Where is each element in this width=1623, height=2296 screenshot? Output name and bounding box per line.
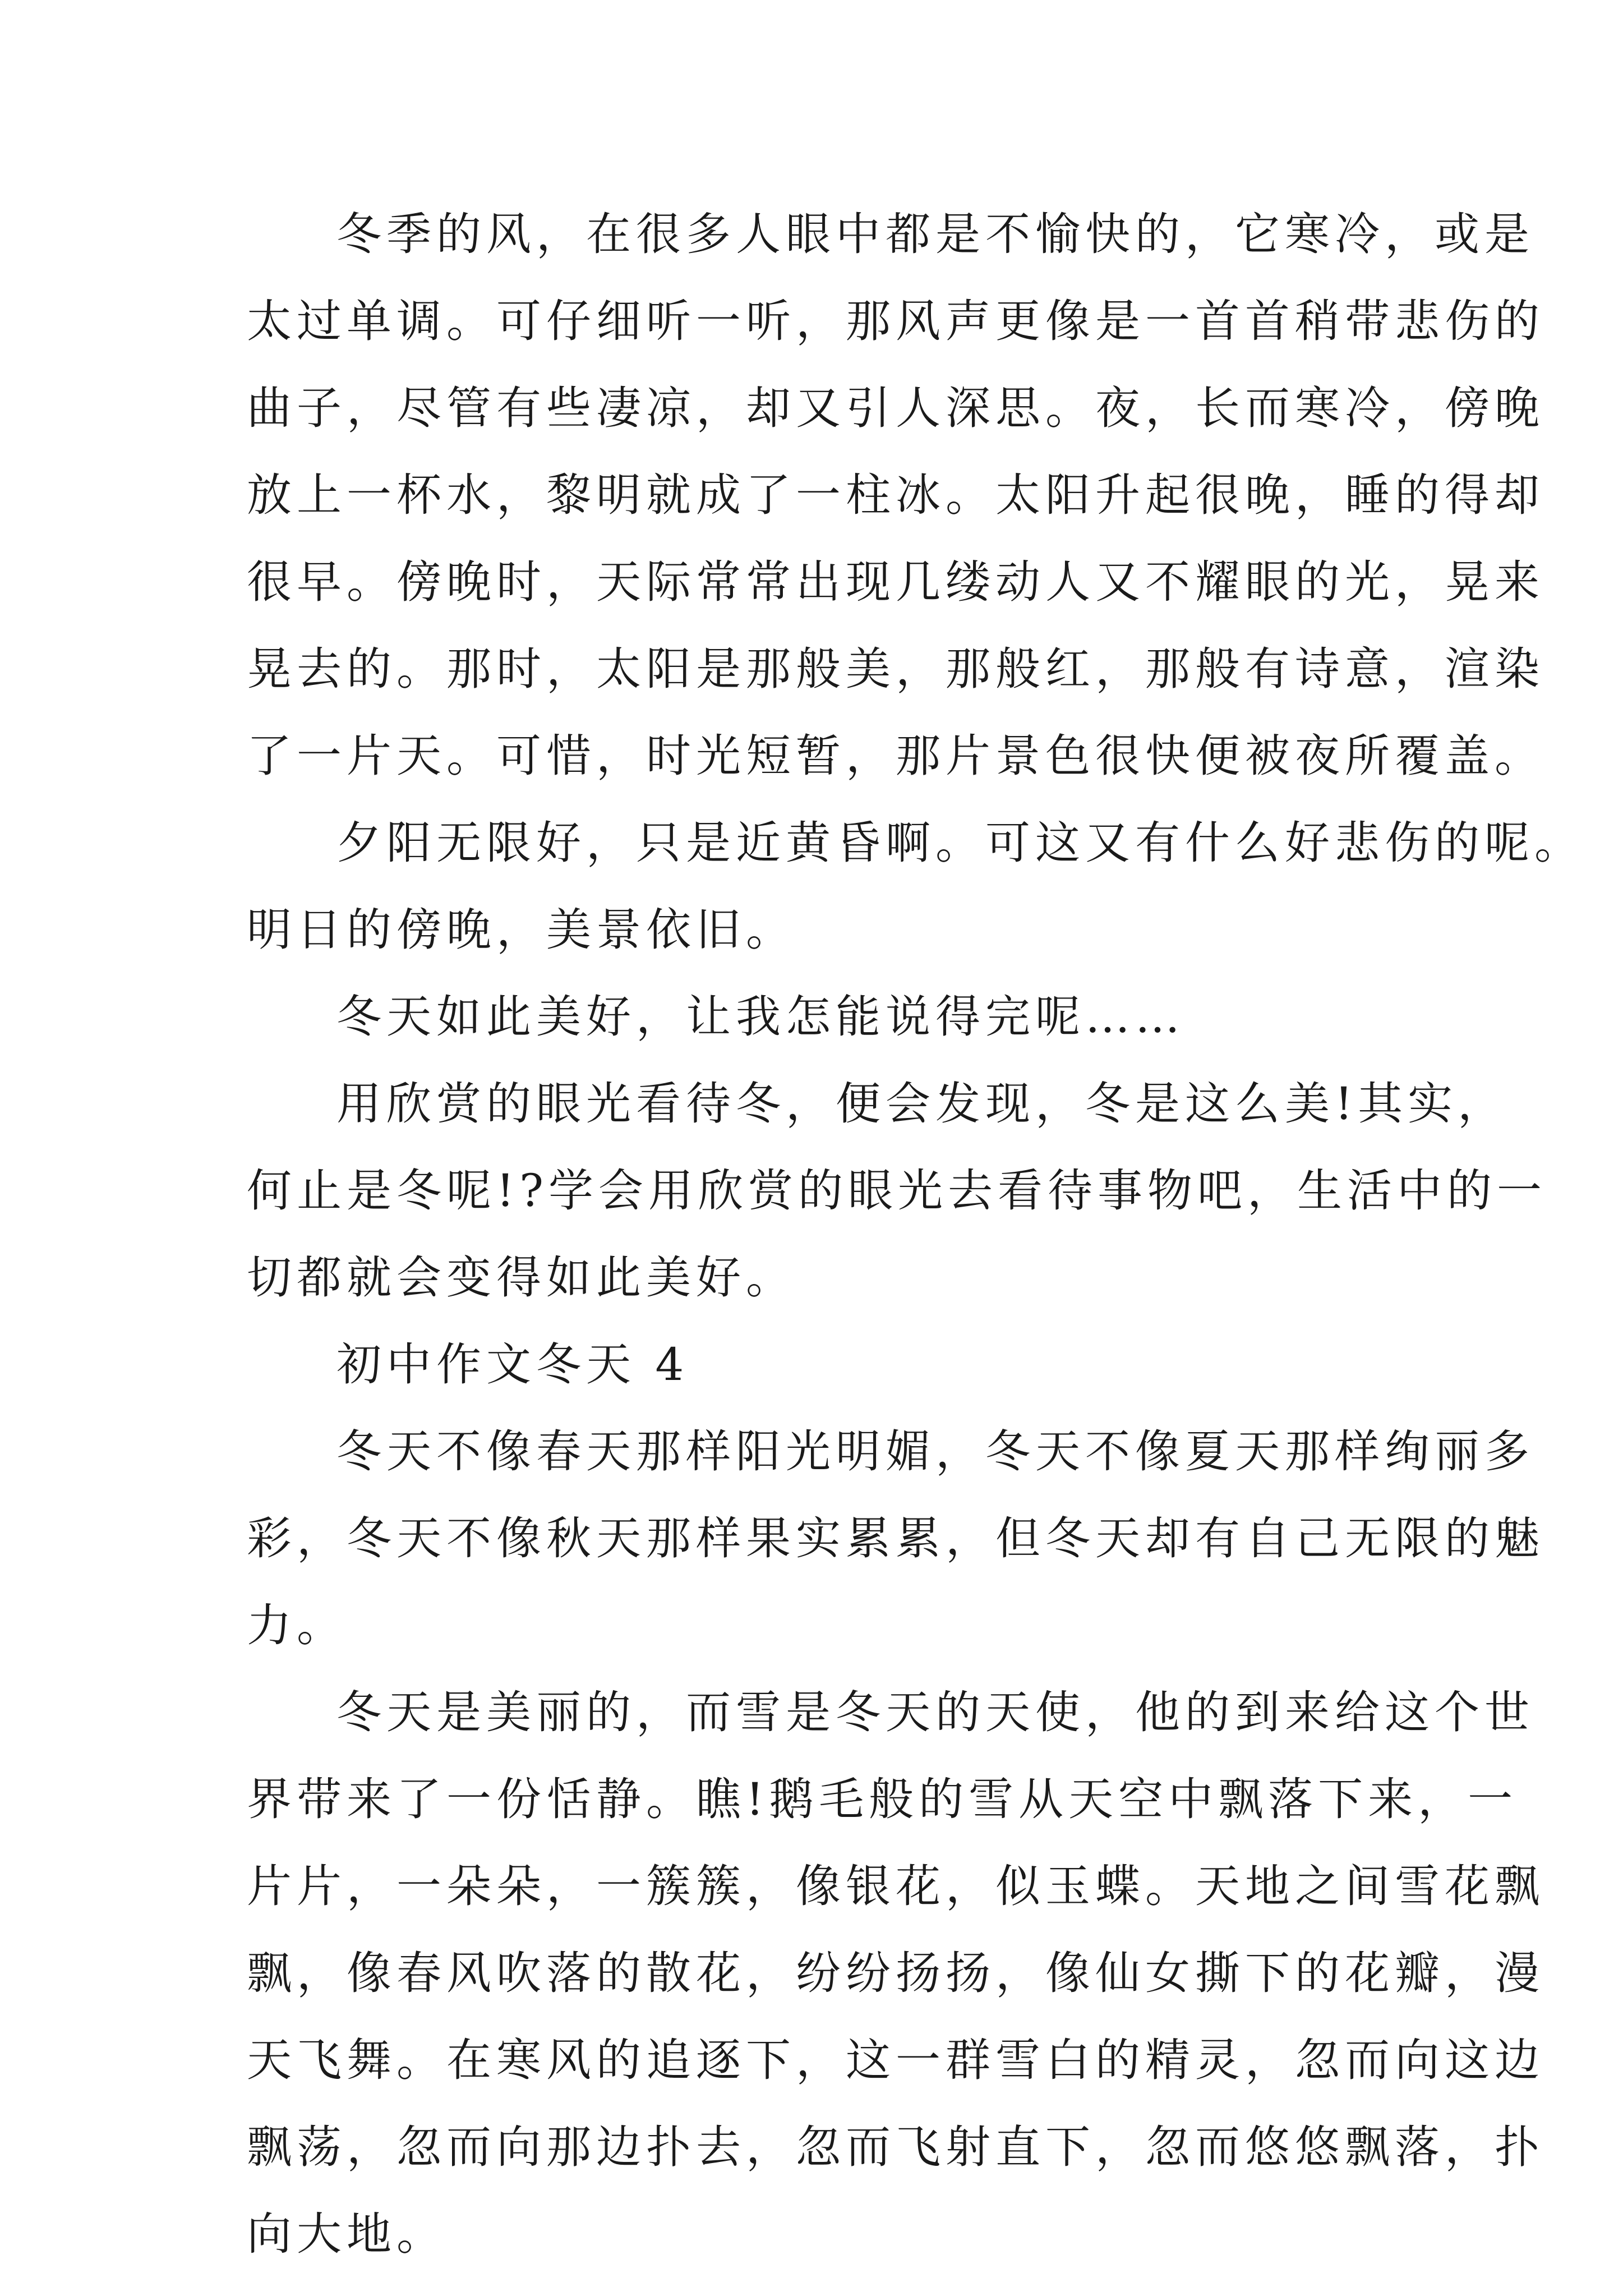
text-line: 冬天不像春天那样阳光明媚，冬天不像夏天那样绚丽多 — [336, 1425, 1534, 1478]
text-line: 界带来了一份恬静。瞧!鹅毛般的雪从天空中飘落下来，一 — [247, 1773, 1518, 1825]
text-line: 放上一杯水，黎明就成了一柱冰。太阳升起很晚，睡的得却 — [247, 469, 1544, 521]
text-line: 曲子，尽管有些凄凉，却又引人深思。夜，长而寒冷，傍晚 — [247, 382, 1544, 434]
text-line: 冬天是美丽的，而雪是冬天的天使，他的到来给这个世 — [336, 1686, 1534, 1738]
text-line: 飘，像春风吹落的散花，纷纷扬扬，像仙女撕下的花瓣，漫 — [247, 1947, 1544, 1999]
document-body — [247, 191, 1584, 2277]
text-line: 初中作文冬天 4 — [336, 1338, 689, 1391]
text-line: 用欣赏的眼光看待冬，便会发现，冬是这么美!其实， — [336, 1078, 1508, 1130]
text-line: 冬天如此美好，让我怎能说得完呢…… — [336, 991, 1185, 1043]
text-line: 了一片天。可惜，时光短暂，那片景色很快便被夜所覆盖。 — [247, 730, 1544, 782]
text-line: 夕阳无限好，只是近黄昏啊。可这又有什么好悲伤的呢。 — [336, 817, 1584, 869]
text-line: 彩，冬天不像秋天那样果实累累，但冬天却有自己无限的魅 — [247, 1512, 1544, 1565]
text-line: 向大地。 — [247, 2208, 446, 2260]
text-line: 太过单调。可仔细听一听，那风声更像是一首首稍带悲伤的 — [247, 295, 1544, 347]
text-line: 力。 — [247, 1599, 347, 1651]
text-line: 冬季的风，在很多人眼中都是不愉快的，它寒冷，或是 — [336, 208, 1534, 260]
text-line: 飘荡，忽而向那边扑去，忽而飞射直下，忽而悠悠飘落，扑 — [247, 2121, 1544, 2173]
text-line: 晃去的。那时，太阳是那般美，那般红，那般有诗意，渲染 — [247, 643, 1544, 695]
text-line: 切都就会变得如此美好。 — [247, 1251, 796, 1304]
text-line: 明日的傍晚，美景依旧。 — [247, 904, 796, 956]
text-line: 很早。傍晚时，天际常常出现几缕动人又不耀眼的光，晃来 — [247, 556, 1544, 608]
text-line: 片片，一朵朵，一簇簇，像银花，似玉蝶。天地之间雪花飘 — [247, 1860, 1544, 1912]
text-line: 天飞舞。在寒风的追逐下，这一群雪白的精灵，忽而向这边 — [247, 2034, 1544, 2086]
text-line: 何止是冬呢!?学会用欣赏的眼光去看待事物吧，生活中的一 — [247, 1165, 1547, 1217]
